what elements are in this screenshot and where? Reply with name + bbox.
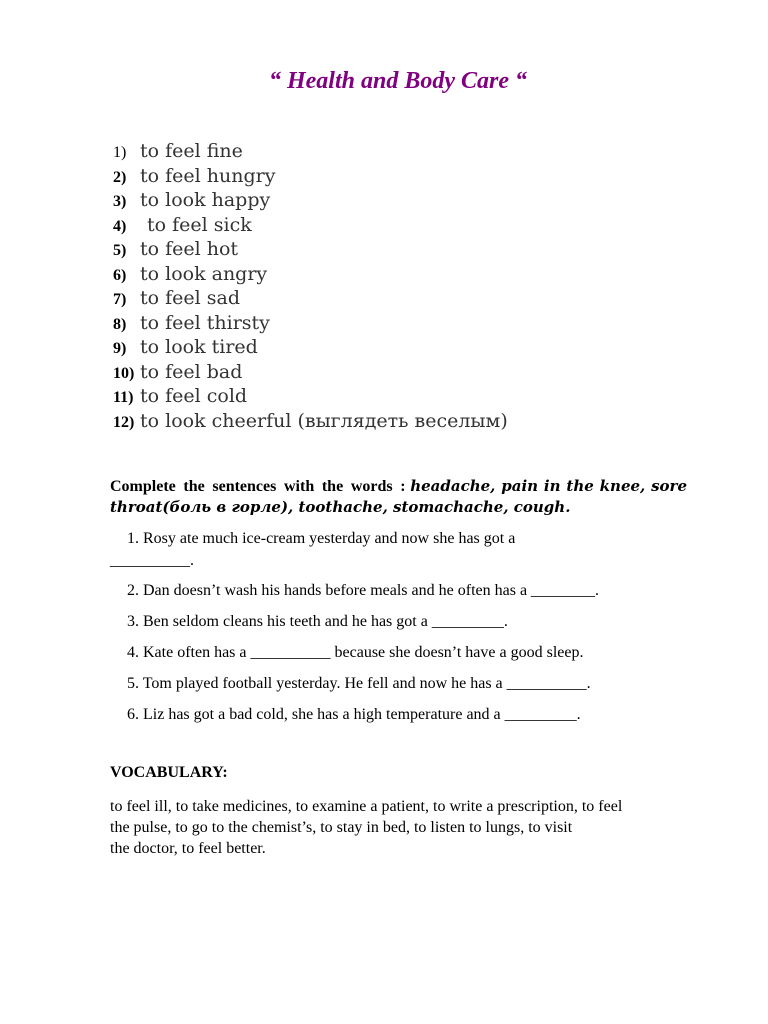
exercise-sentence [110, 704, 690, 726]
exercise-sentence [110, 673, 690, 695]
vocabulary-line: to feel ill, to take medicines, to examine a patient, to write a prescription, to feel [110, 798, 623, 815]
vocabulary-heading: VOCABULARY: [110, 764, 228, 781]
sentence-text: 3. Ben seldom cleans his teeth and he has got a _________. [127, 613, 508, 630]
item-number: 10) [113, 364, 135, 382]
item-number: 5) [113, 242, 127, 259]
item-text: to feel cold [140, 385, 248, 407]
item-number: 7) [113, 291, 127, 308]
sentence-text: 1. Rosy ate much ice-cream yesterday and now she has got a [127, 530, 516, 547]
item-text: to look cheerful (выглядеть веселым) [140, 409, 508, 432]
item-text: to look happy [140, 189, 271, 211]
item-number: 2) [113, 168, 127, 186]
word-bank: headache, pain in the knee, sore throat(боль в горле), toothache, stomachache, cough. [110, 477, 688, 516]
list-item [113, 287, 508, 312]
item-number: 9) [113, 340, 127, 357]
list-item [113, 410, 508, 435]
item-text: to look tired [140, 336, 258, 358]
list-item [113, 336, 508, 361]
sentence-text: 6. Liz has got a bad cold, she has a high temperature and a _________. [127, 706, 581, 723]
vocabulary-text [110, 796, 695, 859]
document-title: “ Health and Body Care “ [268, 68, 527, 94]
sentence-text: 5. Tom played football yesterday. He fell and now he has a __________. [127, 675, 591, 692]
item-text: to feel sad [140, 287, 240, 309]
instruction-text: Complete the sentences with the words : [110, 478, 406, 495]
item-number: 11) [113, 389, 134, 406]
list-item [113, 189, 508, 214]
sentence-text: 2. Dan doesn’t wash his hands before meals and he often has a ________. [127, 582, 600, 599]
list-item [113, 238, 508, 263]
item-number: 8) [113, 315, 127, 333]
list-item [113, 140, 508, 165]
list-item [113, 214, 508, 239]
item-text: to feel fine [140, 140, 243, 162]
exercise-sentence [110, 611, 690, 633]
item-number: 3) [113, 193, 127, 210]
item-text: to look angry [140, 262, 268, 285]
item-text: to feel sick [147, 213, 252, 236]
list-item [113, 385, 508, 410]
item-number: 12) [113, 413, 135, 431]
item-text: to feel hot [140, 238, 239, 260]
item-text: to feel bad [140, 360, 243, 383]
exercise-sentence [110, 528, 690, 572]
vocabulary-line: the pulse, to go to the chemist’s, to stay in bed, to listen to lungs, to visit [110, 819, 573, 836]
item-text: to feel thirsty [140, 311, 270, 334]
exercise-sentence [110, 580, 690, 602]
item-text: to feel hungry [140, 164, 276, 187]
phrase-list [113, 140, 508, 434]
sentence-text: 4. Kate often has a __________ because she doesn’t have a good sleep. [127, 644, 584, 661]
list-item [113, 263, 508, 288]
item-number: 6) [113, 266, 127, 284]
item-number: 4) [113, 217, 127, 235]
sentence-continuation: __________. [110, 552, 194, 569]
exercise-sentence [110, 642, 690, 664]
list-item [113, 361, 508, 386]
vocabulary-line: the doctor, to feel better. [110, 840, 266, 857]
exercise-instruction [110, 476, 687, 518]
list-item [113, 165, 508, 190]
item-number: 1) [113, 144, 127, 161]
list-item [113, 312, 508, 337]
